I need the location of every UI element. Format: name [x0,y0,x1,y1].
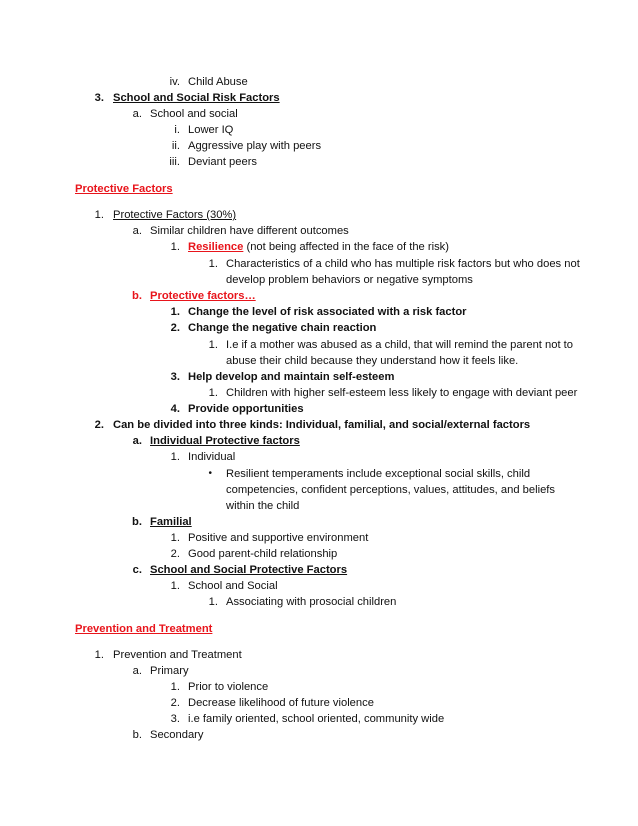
list-text: Deviant peers [188,156,258,168]
list-text: Resilient temperaments include exceptional social skills, child [226,468,531,480]
list-marker: 3. [170,371,180,383]
list-text: School and Social [188,580,278,592]
list-marker: i. [174,124,180,136]
list-text [188,240,449,254]
list-text: Lower IQ [188,124,234,136]
list-text: Child Abuse [188,76,248,88]
list-text: Individual [188,451,236,463]
list-marker: 1. [208,596,218,608]
list-marker: a. [132,435,142,447]
list-text: Protective factors… [150,290,256,302]
list-marker: a. [132,225,142,237]
list-marker: iv. [169,76,180,88]
list-marker: ii. [171,140,180,152]
list-marker: a. [132,108,142,120]
list-text: Prevention and Treatment [113,649,242,661]
list-item-continuation: abuse their child because they understand how it feels like. [226,355,519,367]
list-marker: 1. [170,580,180,592]
list-marker: 1. [170,306,180,318]
list-marker: 2. [170,322,180,334]
list-text: Help develop and maintain self-esteem [188,371,395,383]
list-item-continuation: within the child [226,500,300,512]
list-marker: b. [132,290,142,302]
list-text: Individual Protective factors [150,435,300,447]
section-heading: Protective Factors [75,183,173,195]
list-text: Familial [150,516,192,528]
list-marker: b. [132,516,142,528]
list-marker: 1. [170,451,180,463]
list-text: Good parent-child relationship [188,548,338,560]
list-marker: 2. [94,419,104,431]
list-text: School and Social Protective Factors [150,564,348,576]
list-text: School and social [150,108,238,120]
list-text: Characteristics of a child who has multiple risk factors but who does not [226,258,580,270]
list-marker: 2. [170,697,180,709]
list-marker: 1. [208,387,218,399]
list-text: Can be divided into three kinds: Individual, familial, and social/external factors [113,419,531,431]
list-marker: 1. [170,681,180,693]
list-text: Protective Factors (30%) [113,209,237,221]
list-marker: 3. [94,92,104,104]
resilience-term: Resilience [188,241,244,253]
list-text: Change the level of risk associated with a risk factor [188,306,467,318]
list-text: Children with higher self-esteem less likely to engage with deviant peer [226,387,578,399]
list-marker: 3. [170,713,180,725]
list-text: Prior to violence [188,681,269,693]
list-text: Secondary [150,729,204,741]
list-marker: 2. [170,548,180,560]
list-text: Associating with prosocial children [226,596,397,608]
list-marker: 1. [94,209,104,221]
list-text: i.e family oriented, school oriented, community wide [188,713,445,725]
list-marker: a. [132,665,142,677]
list-text: I.e if a mother was abused as a child, that will remind the parent not to [226,339,573,351]
list-marker: 1. [94,649,104,661]
list-marker: 1. [208,258,218,270]
list-item-continuation: develop problem behaviors or negative symptoms [226,274,473,286]
list-marker: 1. [170,532,180,544]
section-title: School and Social Risk Factors [113,92,280,104]
list-marker: 1. [208,339,218,351]
bullet-icon: • [208,468,212,479]
list-text: Aggressive play with peers [188,140,322,152]
list-marker: 1. [170,241,180,253]
list-text: Primary [150,665,189,677]
list-marker: c. [132,564,142,576]
list-text: Change the negative chain reaction [188,322,377,334]
section-heading: Prevention and Treatment [75,623,213,635]
list-text: Provide opportunities [188,403,304,415]
list-text: Positive and supportive environment [188,532,369,544]
list-marker: iii. [169,156,180,168]
list-item-continuation: competencies, confident perceptions, values, attitudes, and beliefs [226,484,555,496]
list-marker: b. [132,729,142,741]
list-marker: 4. [170,403,180,415]
list-text: Similar children have different outcomes [150,225,349,237]
list-text: Decrease likelihood of future violence [188,697,374,709]
resilience-definition: (not being affected in the face of the risk) [243,241,450,253]
